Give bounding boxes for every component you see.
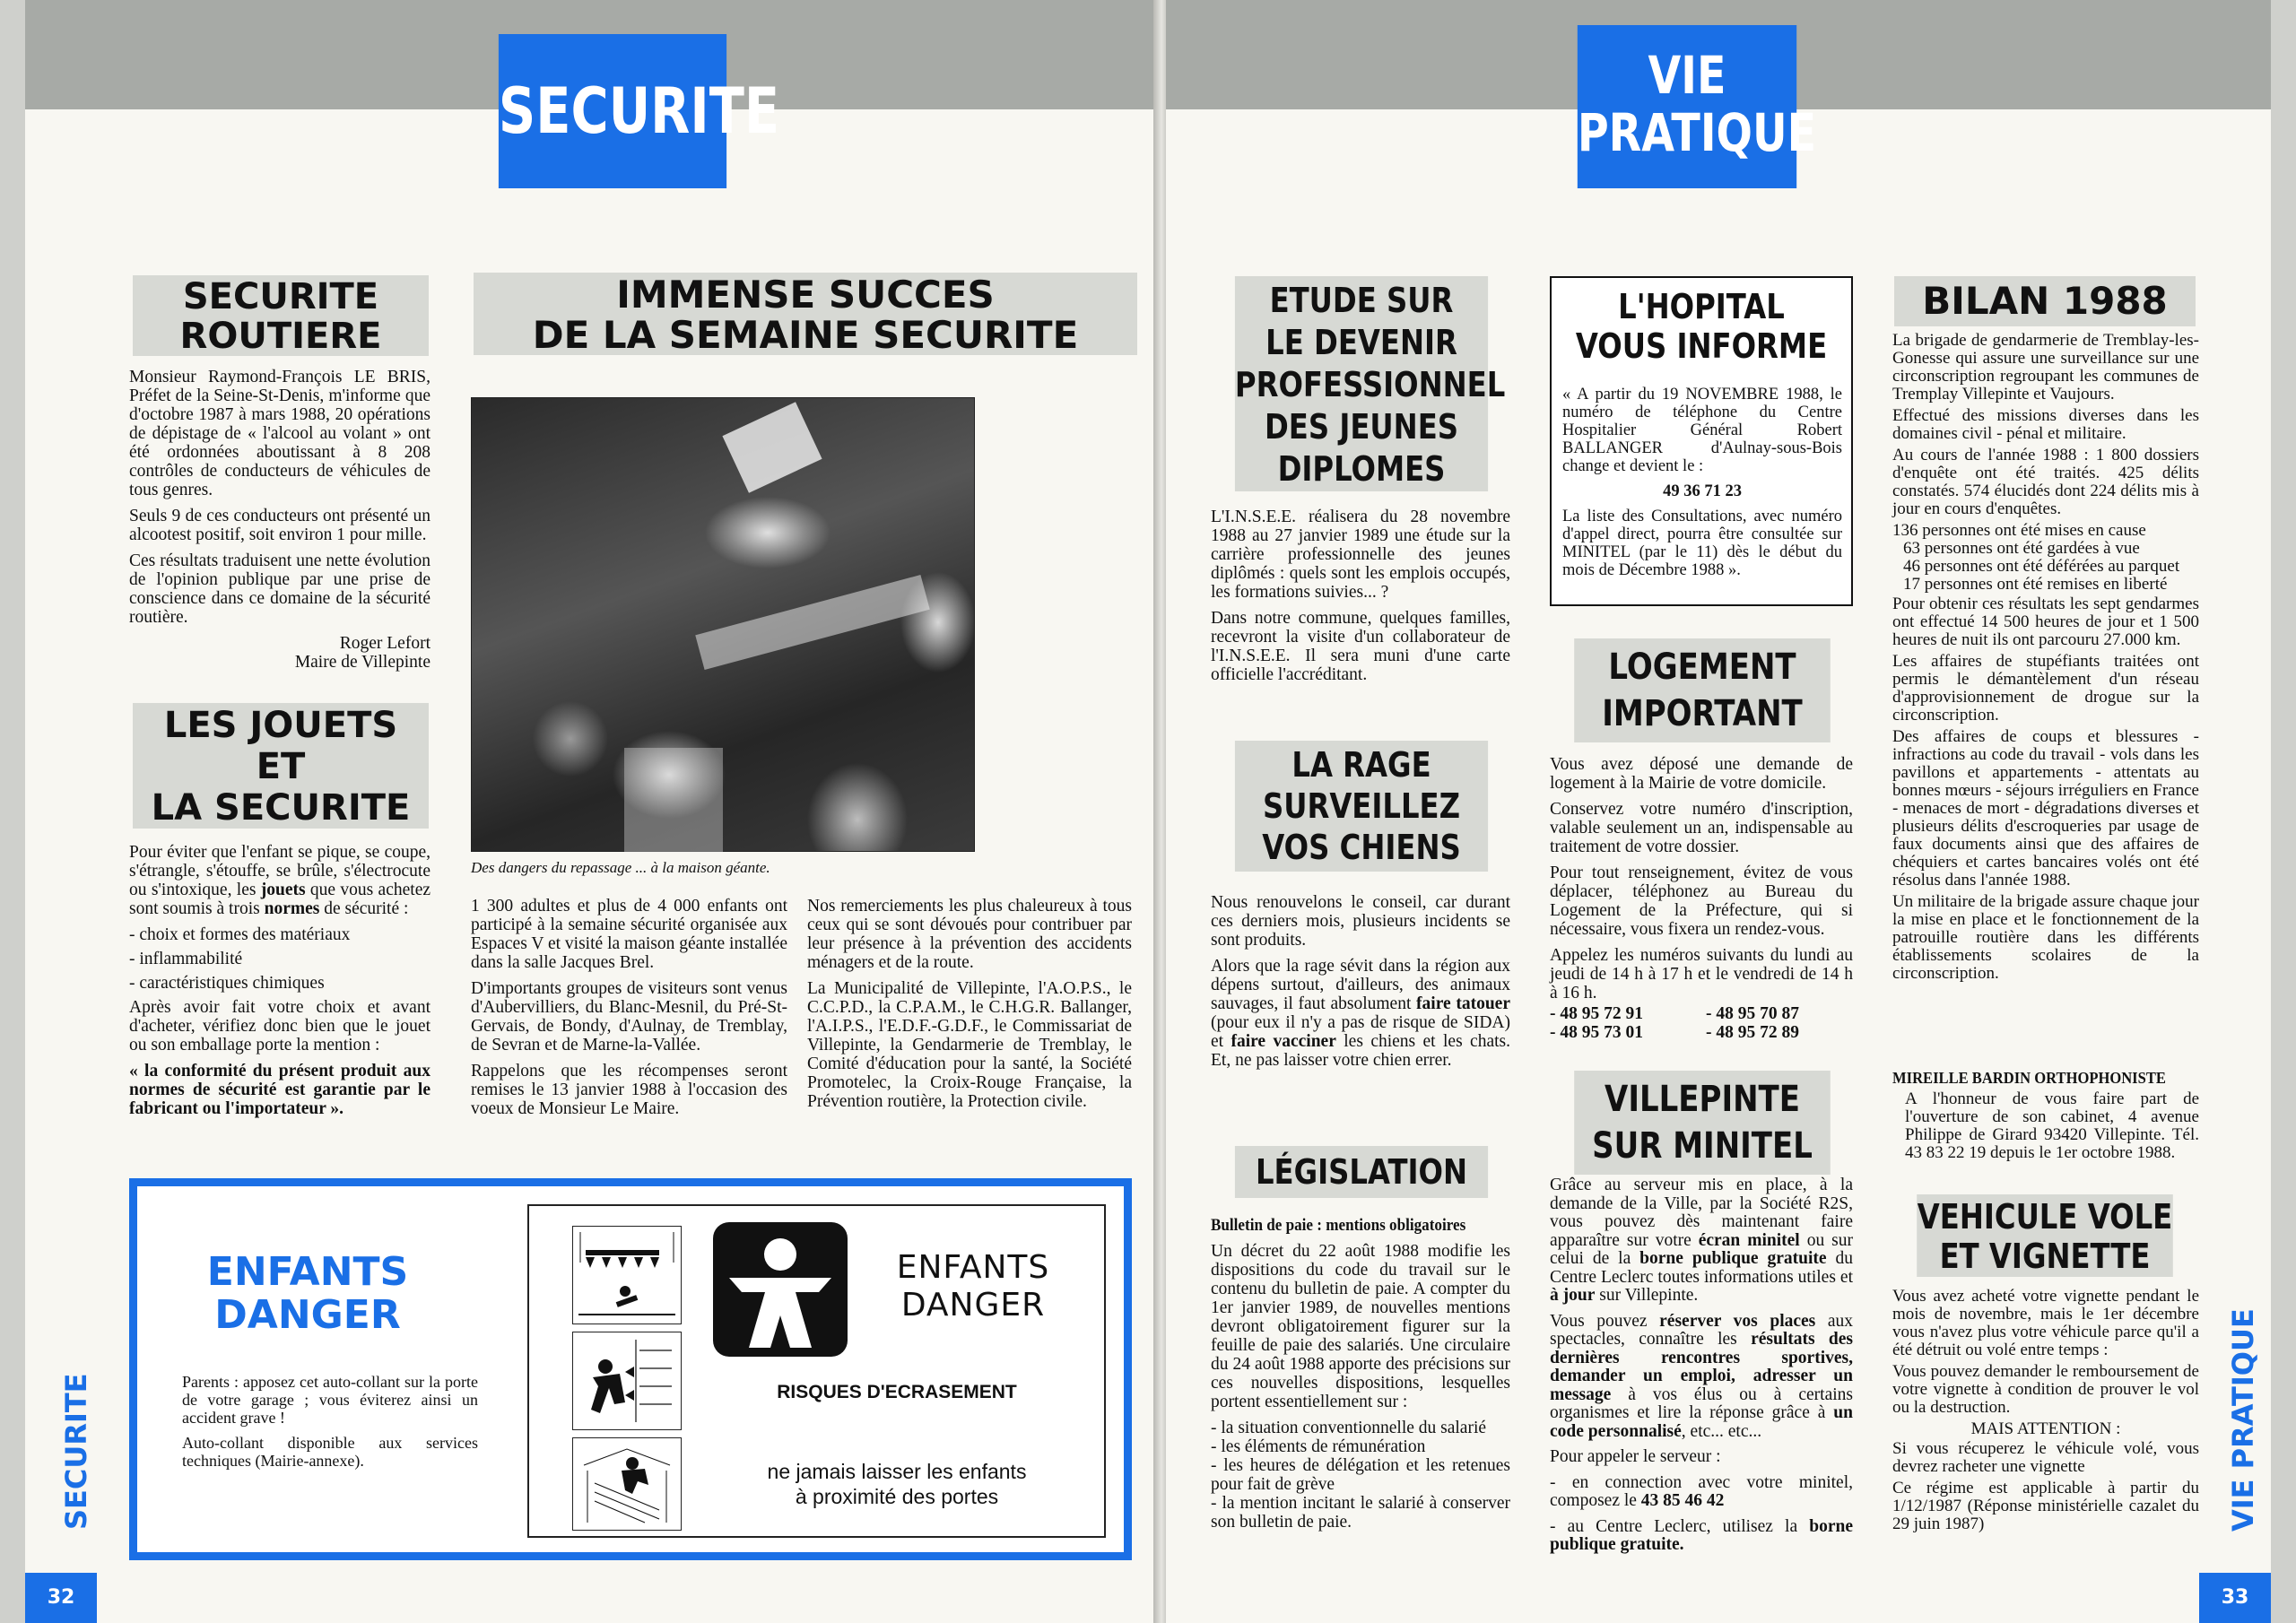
logement-phones (1550, 1004, 1853, 1042)
paragraph: Si vous récuperez le véhicule volé, vous devrez racheter une vignette (1892, 1439, 2199, 1476)
mentions-list (1211, 1419, 1510, 1532)
paragraph: La liste des Consultations, avec numéro d'appel direct, pourra être consultée sur MINITEL (par le 11) dès le début du mois de Décembre 1988 ». (1562, 508, 1842, 579)
phone-number: - 48 95 70 87 (1706, 1004, 1799, 1023)
list-item: - caractéristiques chimiques (129, 974, 325, 993)
hopital-box (1550, 276, 1853, 606)
securite-routiere-article (129, 368, 430, 672)
paragraph: L'I.N.S.E.E. réalisera du 28 novembre 1988 au 27 janvier 1989 une étude sur la carrière professionnelle des jeunes diplômés : quels sont les emplois occupés, les formations suivies... ? (1211, 508, 1510, 602)
paragraph: Nos remerciements les plus chaleureux à tous ceux qui se sont dévoués pour contribuer par leur présence à la prévention des accidents ménagers et de la route. (807, 897, 1132, 972)
hopital-phone: 49 36 71 23 (1663, 482, 1742, 500)
list-item: - les éléments de rémunération (1211, 1437, 1426, 1456)
hopital-article (1562, 386, 1842, 586)
paragraph: Vous pouvez réserver vos places aux spectacles, connaître les résultats des dernières rencontres sportives, demander un emploi, adresser un message à vos élus ou à certains organismes et lire la réponse grâce à un code personnalisé, etc... etc... (1550, 1311, 1854, 1441)
phone-number: - 48 95 72 89 (1706, 1023, 1799, 1042)
side-label-securite: SECURITE (59, 1373, 93, 1530)
page-number: 33 (2199, 1573, 2271, 1623)
minitel-article (1550, 1176, 1853, 1562)
hopital-title: L'HOPITAL VOUS INFORME (1575, 287, 1828, 366)
photo-caption: Des dangers du repassage ... à la maison géante. (471, 859, 770, 876)
etude-title: ETUDE SUR LE DEVENIR PROFESSIONNEL DES JEUNES DIPLOMES (1235, 276, 1488, 491)
vehicule-title: VEHICULE VOLE ET VIGNETTE (1917, 1194, 2173, 1277)
paragraph: « A partir du 19 NOVEMBRE 1988, le numéro de téléphone du Centre Hospitalier Général Robert BALLANGER d'Aulnay-sous-Bois change et devient le : (1562, 386, 1842, 475)
paragraph: Auto-collant disponible aux services techniques (Mairie-annexe). (182, 1434, 478, 1470)
paragraph: Ces résultats traduisent une nette évolution de l'opinion publique par une prise de conscience dans ce domaine de la sécurité routière. (129, 551, 430, 627)
child-logo-icon (713, 1222, 848, 1357)
side-label-vie-pratique: VIE PRATIQUE (2226, 1308, 2260, 1532)
semaine-article-col1 (471, 897, 787, 1125)
paragraph: A l'honneur de vous faire part de l'ouverture de son cabinet, 4 avenue Philippe de Girard 93420 Villepinte. Tél. 43 83 22 19 depuis le 1er octobre 1988. (1905, 1089, 2199, 1162)
poster-warning: ne jamais laisser les enfants à proximité des portes (767, 1460, 1027, 1508)
paragraph: Au cours de l'année 1988 : 1 800 dossiers d'enquête ont été traités. 425 délits constatés. 574 élucidés dont 224 délits mis à jour en cours d'enquêtes. (1892, 446, 2199, 518)
bilan-article (1892, 332, 2199, 986)
paragraph: Appelez les numéros suivants du lundi au jeudi de 14 h à 17 h et le vendredi de 14 h à 16 h. (1550, 946, 1853, 1002)
event-photo (471, 397, 975, 852)
list-item: - la situation conventionnelle du salarié (1211, 1419, 1487, 1437)
paragraph: Dans notre commune, quelques familles, recevront la visite d'un collaborateur de l'I.N.S.E.E. Il sera muni d'une carte officielle l'accréditant. (1211, 609, 1510, 684)
door-garage-pictogram (572, 1437, 682, 1531)
semaine-securite-title: IMMENSE SUCCES DE LA SEMAINE SECURITE (474, 273, 1137, 355)
paragraph: Seuls 9 de ces conducteurs ont présenté un alcootest positif, soit environ 1 pour mille. (129, 507, 430, 544)
paragraph: Les affaires de stupéfiants traitées ont permis le démantèlement d'un réseau d'approvisionnement de drogue sur la circonscription. (1892, 652, 2199, 725)
enfants-danger-text (182, 1373, 478, 1477)
paragraph: La brigade de gendarmerie de Tremblay-les-Gonesse qui assure une surveillance sur une circonscription regroupant les communes de Tremplay Villepinte et Vaujours. (1892, 331, 2199, 404)
bardin-title: MIREILLE BARDIN ORTHOPHONISTE (1892, 1069, 2166, 1087)
door-crush-pictogram (572, 1332, 682, 1430)
enfants-danger-box (129, 1178, 1132, 1560)
rage-article (1211, 893, 1510, 1077)
legislation-subtitle: Bulletin de paie : mentions obligatoires (1211, 1216, 1466, 1235)
stat-line: 46 personnes ont été déférées au parquet (1903, 557, 2180, 576)
paragraph: Pour appeler le serveur : (1550, 1447, 1721, 1466)
poster-title: ENFANTS DANGER (896, 1249, 1050, 1324)
paragraph: Des affaires de coups et blessures - infractions au code du travail - vols dans les pavillons et appartements - attentats au bonnes mœurs - séjours irréguliers en France - menaces de mort - dégradations diverses et plusieurs délits d'escroqueries par usage de faux documents ainsi que des affaires de chéquiers et cartes bancaires volés ont été résolus dans l'année 1988. (1892, 727, 2199, 890)
paragraph: D'importants groupes de visiteurs sont venus d'Aubervilliers, du Blanc-Mesnil, du Pré-St-Gervais, de Bondy, d'Aulnay, de Tremblay, de Sevran et de Marne-la-Vallée. (471, 979, 787, 1055)
paragraph: Effectué des missions diverses dans les domaines civil - pénal et militaire. (1892, 406, 2199, 443)
securite-routiere-title: SECURITE ROUTIERE (133, 275, 429, 356)
bilan-title: BILAN 1988 (1894, 276, 2196, 326)
paragraph: Alors que la rage sévit dans la région aux dépens surtout, d'ailleurs, des animaux sauvages, il faut absolument faire tatouer (pour eux il n'y a pas de risque de SIDA) et faire vacciner les chiens et les chats. Et, ne pas laisser votre chien errer. (1211, 957, 1510, 1070)
paragraph: Vous pouvez demander le remboursement de votre vignette à condition de prouver le vol ou la destruction. (1892, 1362, 2199, 1417)
vehicule-article (1892, 1288, 2199, 1541)
jouets-title: LES JOUETS ET LA SECURITE (133, 703, 429, 829)
signature-name: Roger Lefort (339, 634, 430, 653)
poster-risk: RISQUES D'ECRASEMENT (777, 1382, 1017, 1402)
logement-article (1550, 755, 1853, 1042)
paragraph: Pour éviter que l'enfant se pique, se coupe, s'étrangle, s'étouffe, se brûle, s'électrocute ou s'intoxique, les jouets que vous achetez sont soumis à trois normes de sécurité : (129, 843, 430, 918)
semaine-article-col2 (807, 897, 1132, 1118)
minitel-title: VILLEPINTE SUR MINITEL (1574, 1071, 1831, 1175)
attention-heading: MAIS ATTENTION : (1970, 1419, 2121, 1438)
list-item: - choix et formes des matériaux (129, 925, 351, 944)
paragraph: Un décret du 22 août 1988 modifie les dispositions du code du travail sur le contenu du bulletin de paie. A compter du 1er janvier 1989, de nouvelles mentions devront obligatoirement figurer sur la feuille de paie des salariés. Une circulaire du 24 août 1988 apporte des précisions sur ces nouvelles dispositions, lesquelles portent essentiellement sur : (1211, 1242, 1510, 1411)
etude-article (1211, 508, 1510, 691)
phone-number: - 48 95 73 01 (1550, 1023, 1643, 1042)
paragraph: Un militaire de la brigade assure chaque jour la mise en place et le fonctionnement de la patrouille routière dans les différents établissements scolaires de la circonscription. (1892, 892, 2199, 983)
enfants-danger-title: ENFANTS DANGER (206, 1249, 409, 1338)
logement-title: LOGEMENT IMPORTANT (1574, 638, 1831, 742)
stat-line: 17 personnes ont été remises en liberté (1903, 575, 2168, 594)
criteria-list (129, 925, 430, 993)
paragraph: Nous renouvelons le conseil, car durant ces derniers mois, plusieurs incidents se sont produits. (1211, 893, 1510, 950)
paragraph: Après avoir fait votre choix et avant d'acheter, vérifiez donc bien que le jouet ou son emballage porte la mention : (129, 998, 430, 1055)
stat-line: 136 personnes ont été mises en cause (1892, 521, 2146, 540)
bardin-article (1892, 1090, 2199, 1169)
list-item: - en connection avec votre minitel, composez le 43 85 46 42 (1550, 1472, 1853, 1510)
paragraph: 1 300 adultes et plus de 4 000 enfants ont participé à la semaine sécurité organisée aux Espaces V et visité la maison géante installée dans la salle Jacques Brel. (471, 897, 787, 972)
legislation-article (1211, 1216, 1510, 1532)
paragraph: Ce régime est applicable à partir du 1/12/1987 (Réponse ministérielle cazalet du 29 juin 1987) (1892, 1479, 2199, 1533)
door-warning-pictogram (572, 1226, 682, 1324)
phone-number: - 48 95 72 91 (1550, 1004, 1643, 1023)
paragraph: Parents : apposez cet auto-collant sur la porte de votre garage ; vous éviterez ainsi un accident grave ! (182, 1373, 478, 1427)
rage-title: LA RAGE SURVEILLEZ VOS CHIENS (1235, 741, 1488, 872)
paragraph: Vous avez acheté votre vignette pendant le mois de novembre, mais le 1er décembre vous n'avez plus votre véhicule parce qu'il a été détruit ou volé entre temps : (1892, 1287, 2199, 1359)
list-item: - les heures de délégation et les retenues pour fait de grève (1211, 1456, 1510, 1494)
paragraph: Grâce au serveur mis en place, à la demande de la Ville, par la Société R2S, vous pouvez dès maintenant faire apparaître sur votre écran minitel ou sur celui de la borne publique gratuite du Centre Leclerc toutes informations utiles et à jour sur Villepinte. (1550, 1176, 1853, 1305)
paragraph: Pour obtenir ces résultats les sept gendarmes ont effectué 14 500 heures de jour et 1 500 heures de nuit ils ont parcouru 27.000 km. (1892, 595, 2199, 649)
list-item: - la mention incitant le salarié à conserver son bulletin de paie. (1211, 1494, 1510, 1532)
legislation-title: LÉGISLATION (1235, 1146, 1488, 1198)
jouets-article (129, 843, 430, 1125)
stat-line: 63 personnes ont été gardées à vue (1903, 539, 2140, 558)
section-tab-securite: SECURITE (499, 34, 726, 188)
paragraph: La Municipalité de Villepinte, l'A.O.P.S., le C.C.P.D., la C.P.A.M., le C.H.G.R. Ballanger, l'A.I.P.S., l'E.D.F.-G.D.F., le Commissariat de Villepinte, la Gendarmerie de Tremblay, le Comité d'éducation pour la santé, la Société Promotelec, la Croix-Rouge Française, la Prévention routière, la Protection civile. (807, 979, 1132, 1111)
paragraph: Conservez votre numéro d'inscription, valable seulement un an, indispensable au traitement de votre dossier. (1550, 800, 1853, 856)
left-page (25, 0, 1157, 1623)
paragraph: Rappelons que les récompenses seront remises le 13 janvier 1988 à l'occasion des voeux de Monsieur Le Maire. (471, 1062, 787, 1118)
paragraph: Pour tout renseignement, évitez de vous déplacer, téléphonez au Bureau du Logement de la Préfecture, qui si nécessaire, vous fixera un rendez-vous. (1550, 864, 1853, 939)
paragraph: Vous avez déposé une demande de logement à la Mairie de votre domicile. (1550, 755, 1853, 793)
right-page (1166, 0, 2271, 1623)
signature-title: Maire de Villepinte (294, 653, 430, 672)
sticker-poster (527, 1204, 1106, 1538)
list-item: - au Centre Leclerc, utilisez la borne publique gratuite. (1550, 1516, 1853, 1554)
page-number: 32 (25, 1573, 97, 1623)
list-item: - inflammabilité (129, 950, 243, 968)
mention-quote: « la conformité du présent produit aux normes de sécurité est garantie par le fabricant ou l'importateur ». (129, 1062, 430, 1118)
paragraph: Monsieur Raymond-François LE BRIS, Préfet de la Seine-St-Denis, m'informe que d'octobre 1987 à mars 1988, 20 opérations de dépistage de « l'alcool au volant » ont été ordonnées aboutissant à 8 208 contrôles de conducteurs de véhicules de tous genres. (129, 368, 430, 499)
section-tab-vie-pratique: VIE PRATIQUE (1578, 25, 1796, 188)
